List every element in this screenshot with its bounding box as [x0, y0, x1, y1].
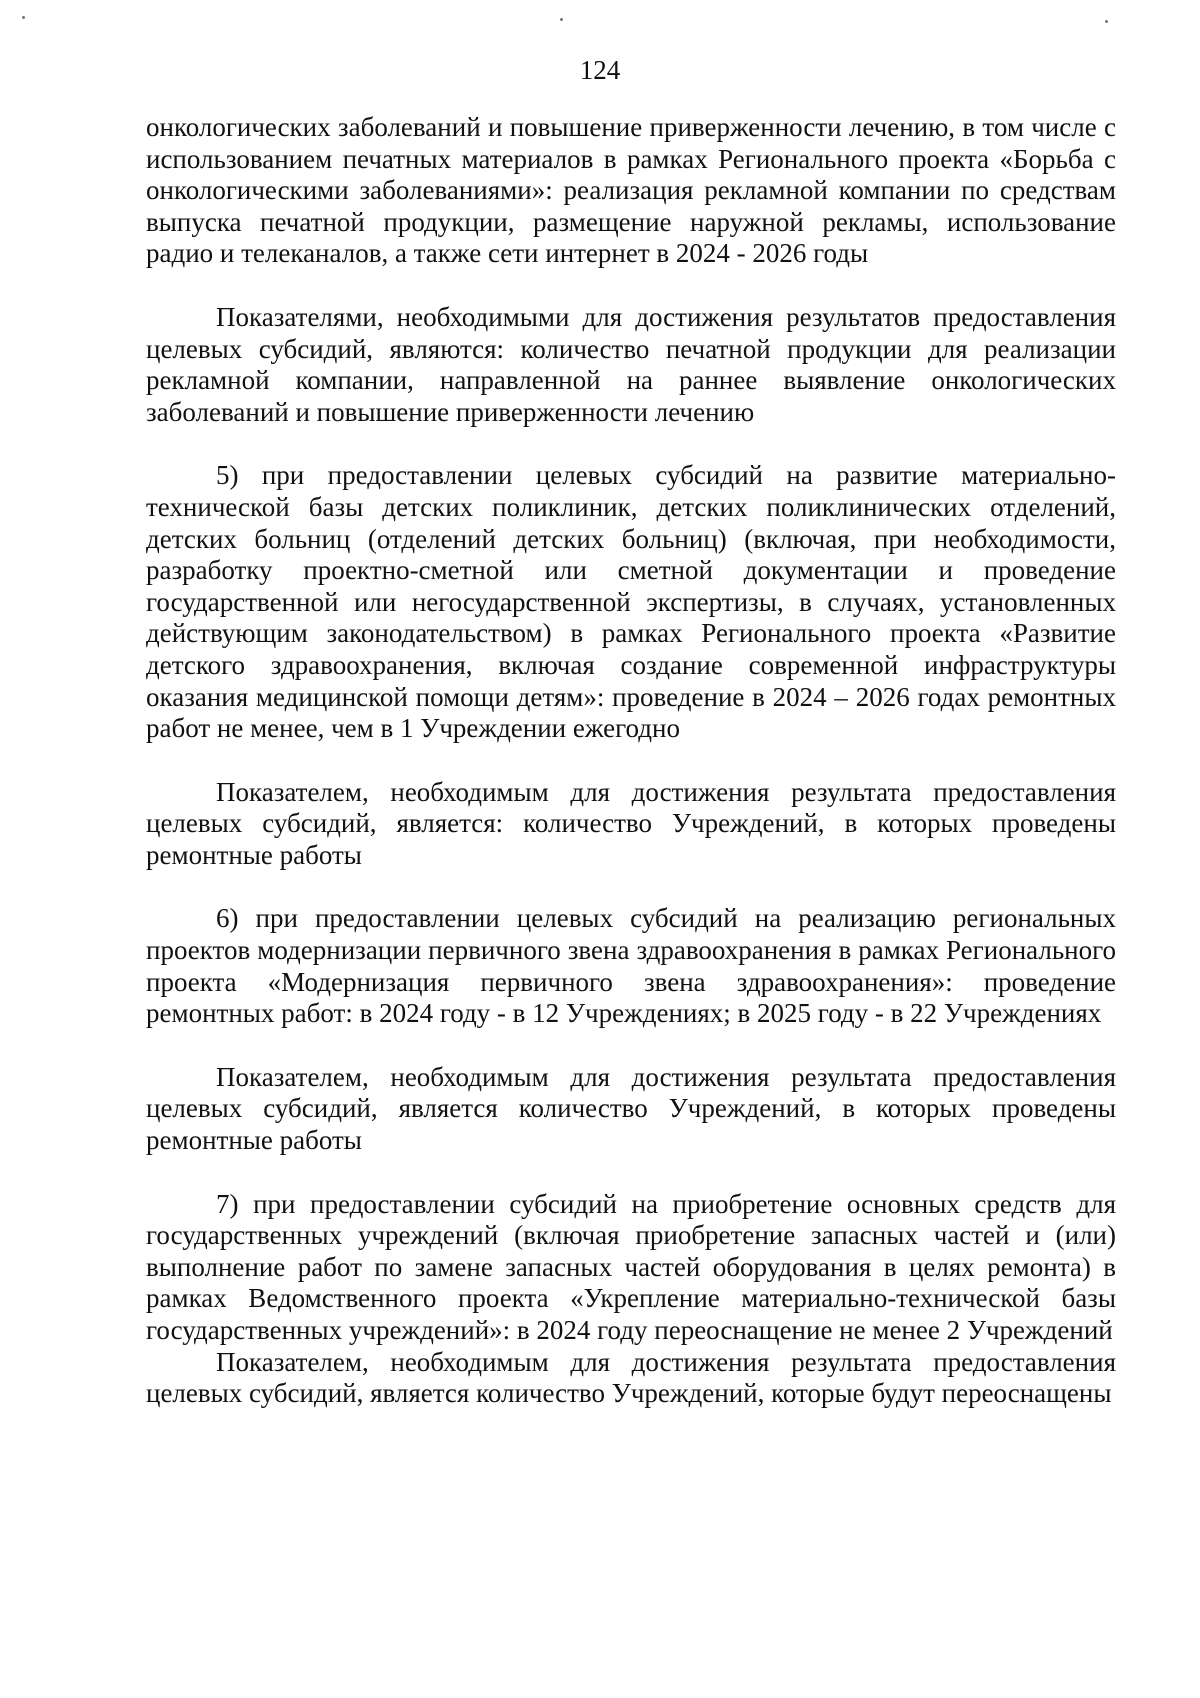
- scan-artifact: [1105, 20, 1108, 23]
- scan-artifact: [22, 16, 25, 19]
- paragraph-indicator-item-7: Показателем, необходимым для достижения результата предоставления целевых субсидий, является количество Учреждений, которые будут переоснащены: [146, 1346, 1116, 1409]
- document-body: [146, 112, 1116, 1410]
- page-number: 124: [579, 55, 621, 85]
- paragraph-item-5: 5) при предоставлении целевых субсидий на развитие материально-технической базы детских поликлиник, детских поликлинических отделений, детских больниц (отделений детских больниц) (включая, при необходимости, разработку проектно-сметной или сметной документации и проведение государственной или негосударственной экспертизы, в случаях, установленных действующим законодательством) в рамках Регионального проекта «Развитие детского здравоохранения, включая создание современной инфраструктуры оказания медицинской помощи детям»: проведение в 2024 – 2026 годах ремонтных работ не менее, чем в 1 Учреждении ежегодно: [146, 460, 1116, 744]
- paragraph-continuation: онкологических заболеваний и повышение приверженности лечению, в том числе с использованием печатных материалов в рамках Регионального проекта «Борьба с онкологическими заболеваниями»: реализация рекламной компании по средствам выпуска печатной продукции, размещение наружной рекламы, использование радио и телеканалов, а также сети интернет в 2024 - 2026 годы: [146, 112, 1116, 269]
- paragraph-indicator-item-6: Показателем, необходимым для достижения результата предоставления целевых субсидий, является количество Учреждений, в которых проведены ремонтные работы: [146, 1061, 1116, 1156]
- paragraph-item-6: 6) при предоставлении целевых субсидий на реализацию региональных проектов модернизации первичного звена здравоохранения в рамках Регионального проекта «Модернизация первичного звена здравоохранения»: проведение ремонтных работ: в 2024 году - в 12 Учреждениях; в 2025 году - в 22 Учреждениях: [146, 903, 1116, 1029]
- paragraph-indicator-item-5: Показателем, необходимым для достижения результата предоставления целевых субсидий, является: количество Учреждений, в которых проведены ремонтные работы: [146, 776, 1116, 870]
- scan-artifact: [560, 18, 563, 21]
- paragraph-indicators-oncology: Показателями, необходимыми для достижения результатов предоставления целевых субсидий, являются: количество печатной продукции для реализации рекламной компании, направленной на раннее выявление онкологических заболеваний и повышение приверженности лечению: [146, 301, 1116, 427]
- paragraph-item-7: 7) при предоставлении субсидий на приобретение основных средств для государственных учреждений (включая приобретение запасных частей и (или) выполнение работ по замене запасных частей оборудования в целях ремонта) в рамках Ведомственного проекта «Укрепление материально-технической базы государственных учреждений»: в 2024 году переоснащение не менее 2 Учреждений: [146, 1188, 1116, 1345]
